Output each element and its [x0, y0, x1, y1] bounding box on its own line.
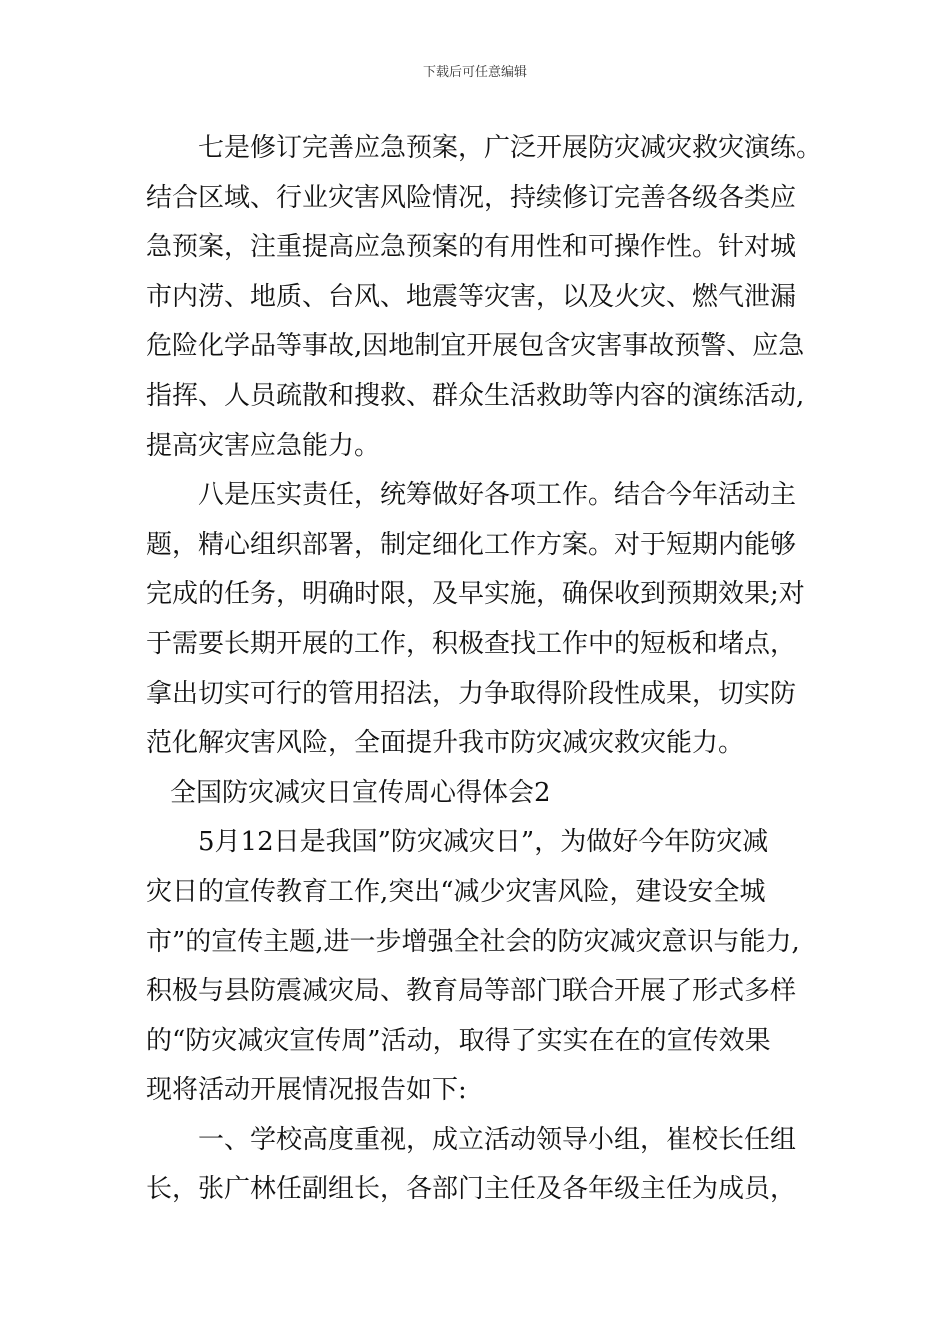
text-line: 积极与县防震减灾局、教育局等部门联合开展了形式多样 [146, 976, 797, 1007]
text-line: 指挥、人员疏散和搜救、群众生活救助等内容的演练活动, [146, 380, 805, 411]
text-line: 范化解灾害风险，全面提升我市防灾减灾救灾能力。 [146, 728, 745, 759]
text-line: 一、学校高度重视，成立活动领导小组，崔校长任组 [198, 1124, 797, 1155]
text-line: 七是修订完善应急预案，广泛开展防灾减灾救灾演练。 [198, 133, 823, 163]
text-line: 5月12日是我国”防灾减灾日”，为做好今年防灾减 [198, 827, 769, 858]
text-line: 八是压实责任，统筹做好各项工作。结合今年活动主 [198, 480, 797, 511]
text-line: 完成的任务，明确时限，及早实施，确保收到预期效果;对 [146, 579, 805, 610]
text-line: 市”的宣传主题,进一步增强全社会的防灾减灾意识与能力, [146, 926, 800, 957]
text-line: 提高灾害应急能力。 [146, 430, 381, 461]
text-line: 危险化学品等事故,因地制宜开展包含灾害事故预警、应急 [146, 331, 805, 362]
text-line: 结合区域、行业灾害风险情况，持续修订完善各级各类应 [146, 182, 797, 213]
text-line: 急预案，注重提高应急预案的有用性和可操作性。针对城 [146, 232, 797, 263]
text-line: 市内涝、地质、台风、地震等灾害，以及火灾、燃气泄漏 [146, 281, 797, 312]
document-body [146, 124, 823, 1215]
text-line: 拿出切实可行的管用招法，力争取得阶段性成果，切实防 [146, 678, 797, 709]
text-line: 现将活动开展情况报告如下: [146, 1075, 467, 1106]
text-line: 题，精心组织部署，制定细化工作方案。对于短期内能够 [146, 529, 797, 560]
text-line: 于需要长期开展的工作，积极查找工作中的短板和堵点， [146, 628, 797, 659]
text-line: 长，张广林任副组长，各部门主任及各年级主任为成员， [146, 1174, 797, 1205]
page-header: 下载后可任意编辑 [422, 65, 527, 80]
section-heading: 全国防灾减灾日宣传周心得体会2 [170, 777, 551, 808]
text-line: 的“防灾减灾宣传周”活动，取得了实实在在的宣传效果 [146, 1025, 771, 1056]
text-line: 灾日的宣传教育工作,突出“减少灾害风险，建设安全城 [146, 876, 766, 907]
